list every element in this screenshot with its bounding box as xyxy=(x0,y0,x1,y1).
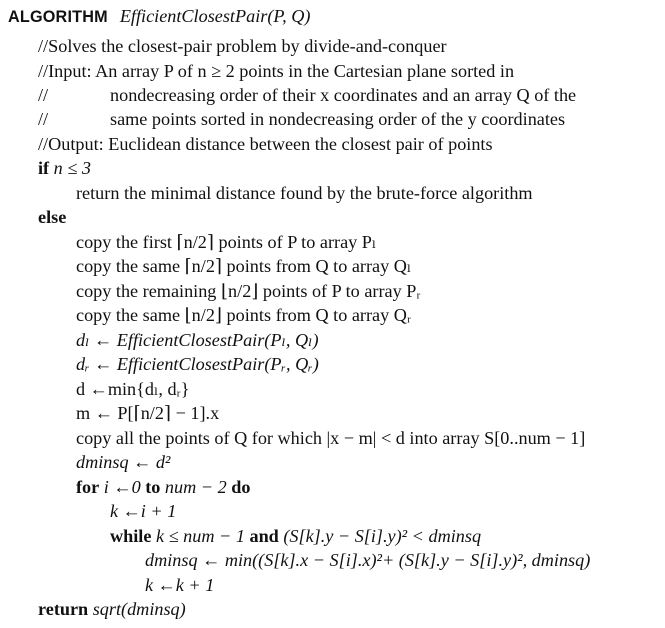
for-statement xyxy=(76,476,250,498)
if-condition: n ≤ 3 xyxy=(53,158,91,178)
algorithm-header xyxy=(8,5,310,28)
to-keyword: to xyxy=(145,477,161,497)
comment-line-4-marker: // xyxy=(38,109,49,129)
comment-line-3: nondecreasing order of their x coordinates and an array Q of the xyxy=(110,85,577,105)
comment-line-4: same points sorted in nondecreasing order of the y coordinates xyxy=(110,109,566,129)
return-value: sqrt(dminsq) xyxy=(92,599,186,619)
if-statement xyxy=(38,157,91,179)
comment-line-2: //Input: An array P of n ≥ 2 points in the Cartesian plane sorted in xyxy=(38,61,515,81)
for-keyword: for xyxy=(76,477,100,497)
code-line-dminsq-update: dminsq ← min((S[k].x − S[i].x)²+ (S[k].y − S[i].y)², dminsq) xyxy=(145,550,591,570)
comment-line-5: //Output: Euclidean distance between the closest pair of points xyxy=(38,134,493,154)
while-condition-a: k ≤ num − 1 xyxy=(155,526,245,546)
algorithm-keyword: ALGORITHM xyxy=(8,8,108,26)
code-line-copy-s: copy all the points of Q for which |x − m| < d into array S[0..num − 1] xyxy=(76,428,586,448)
return-keyword: return xyxy=(38,599,89,619)
algorithm-signature: EfficientClosestPair(P, Q) xyxy=(119,6,311,26)
do-keyword: do xyxy=(231,477,251,497)
for-start: i ←0 xyxy=(103,477,141,497)
code-line-dr: dᵣ ← EfficientClosestPair(Pᵣ, Qᵣ) xyxy=(76,354,319,374)
code-line-d-min: d ←min{dₗ, dᵣ} xyxy=(76,379,190,399)
code-line-m: m ← P[⌈n/2⌉ − 1].x xyxy=(76,403,220,423)
if-keyword: if xyxy=(38,158,50,178)
comment-line-3-marker: // xyxy=(38,85,49,105)
while-statement xyxy=(110,525,481,547)
code-line-dl: dₗ ← EfficientClosestPair(Pₗ, Qₗ) xyxy=(76,330,319,350)
and-keyword: and xyxy=(249,526,279,546)
return-statement xyxy=(38,598,186,620)
code-line-copy-qr: copy the same ⌊n/2⌋ points from Q to array Qᵣ xyxy=(76,305,412,325)
code-line-k-init: k ←i + 1 xyxy=(110,501,177,521)
while-keyword: while xyxy=(110,526,152,546)
code-line-k-increment: k ←k + 1 xyxy=(145,575,215,595)
else-keyword xyxy=(38,206,66,228)
while-condition-b: (S[k].y − S[i].y)² < dminsq xyxy=(283,526,482,546)
comment-line-1: //Solves the closest-pair problem by divide-and-conquer xyxy=(38,36,447,56)
code-line-copy-ql: copy the same ⌈n/2⌉ points from Q to array Qₗ xyxy=(76,256,412,276)
code-line-dminsq-init: dminsq ← d² xyxy=(76,452,171,472)
code-line-copy-pl: copy the first ⌈n/2⌉ points of P to array Pₗ xyxy=(76,232,377,252)
else-keyword-text: else xyxy=(38,207,67,227)
code-line-copy-pr: copy the remaining ⌊n/2⌋ points of P to array Pᵣ xyxy=(76,281,421,301)
return-brute-force-line: return the minimal distance found by the brute-force algorithm xyxy=(76,183,533,203)
for-end: num − 2 xyxy=(164,477,227,497)
